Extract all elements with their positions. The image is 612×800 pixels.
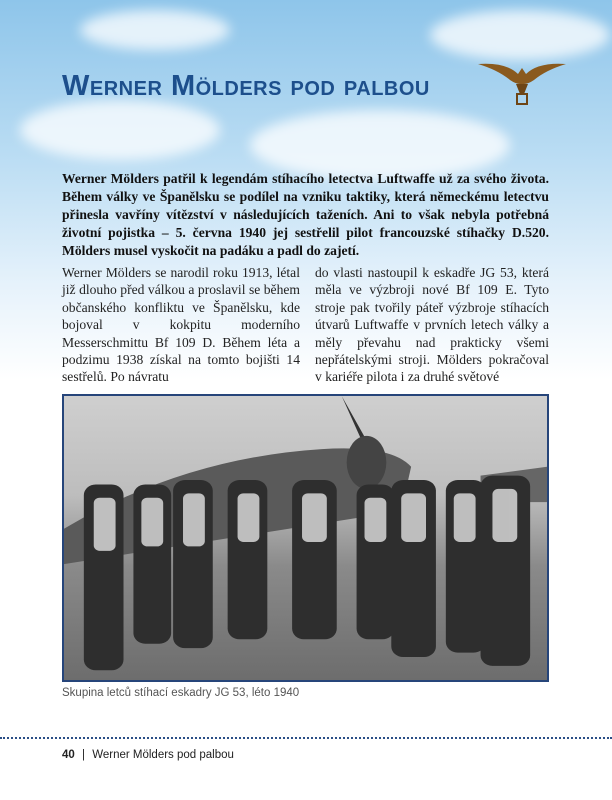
body-column-left: Werner Mölders se narodil roku 1913, létal již dlouho před válkou a proslavil se během občanského konfliktu ve Španělsku, kde bojoval v kokpitu moderního Messerschmittu Bf 109 D. Během léta a podzimu 1938 získal na tomto bojišti 14 sestřelů. Po návratu <box>62 265 300 385</box>
page-footer <box>62 749 234 761</box>
photo-caption: Skupina letců stíhací eskadry JG 53, léto 1940 <box>62 686 300 699</box>
dotted-divider <box>0 737 612 739</box>
intro-paragraph: Werner Mölders patřil k legendám stíhacího letectva Luftwaffe už za svého života. Během války ve Španělsku se podílel na vzniku taktiky, která německému letectvu přinesla vavříny vítězství v následujících taženích. Ani to však nebyla potřebná životní pojistka – 5. června 1940 jej sestřelil pilot francouzské stíhačky D.520. Mölders musel vyskočit na padáku a padl do zajetí. <box>62 171 549 258</box>
eagle-emblem-icon <box>476 54 568 108</box>
page-title: Werner Mölders pod palbou <box>62 70 430 102</box>
pilots-photo <box>62 394 549 682</box>
page-number: 40 <box>62 749 75 761</box>
body-columns <box>62 264 549 386</box>
footer-separator: | <box>82 749 85 761</box>
body-column-right: do vlasti nastoupil k eskadře JG 53, která měla ve výzbroji nové Bf 109 E. Tyto stroje pak tvořily páteř výzbroje stíhacích útvarů Luftwaffe v prvních letech války a měly převahu nad prakticky všemi nepřátelskými stroji. Mölders pokračoval v kariéře pilota i za druhé světové <box>315 265 549 385</box>
footer-section-title: Werner Mölders pod palbou <box>92 749 234 761</box>
article-content <box>62 170 549 699</box>
